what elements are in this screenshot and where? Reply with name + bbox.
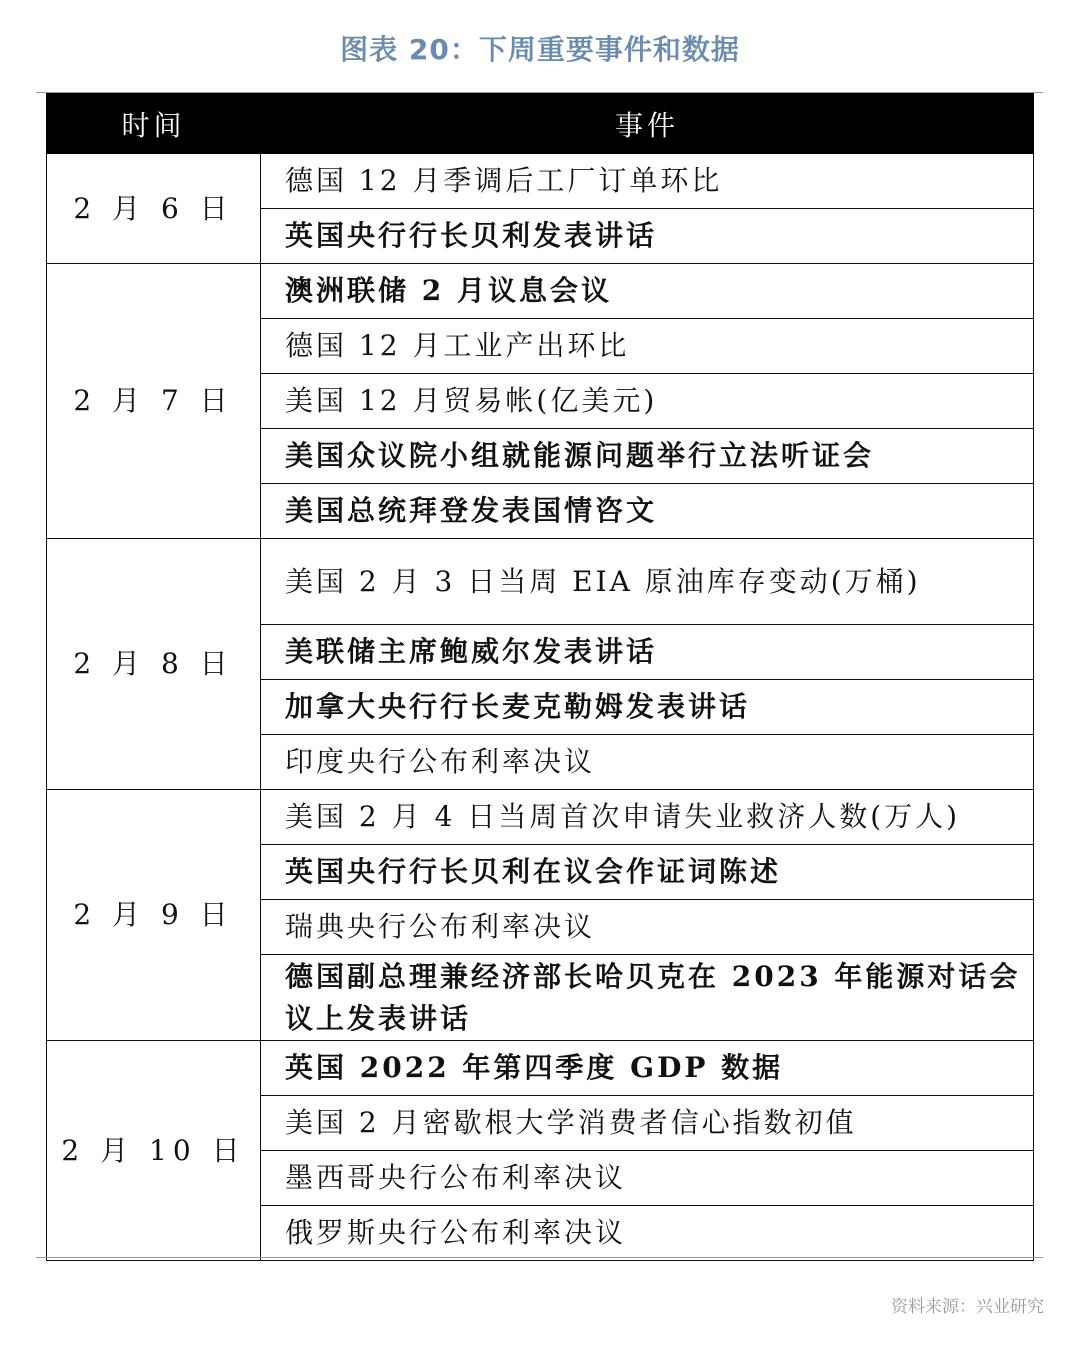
event-cell: 俄罗斯央行公布利率决议 (261, 1206, 1034, 1261)
event-cell: 英国央行行长贝利发表讲话 (261, 209, 1034, 264)
event-cell: 德国 12 月季调后工厂订单环比 (261, 154, 1034, 209)
event-cell: 德国 12 月工业产出环比 (261, 319, 1034, 374)
date-cell: 2 月 7 日 (47, 264, 261, 539)
event-cell: 美国 12 月贸易帐(亿美元) (261, 374, 1034, 429)
event-cell: 英国央行行长贝利在议会作证词陈述 (261, 845, 1034, 900)
event-cell: 加拿大央行行长麦克勒姆发表讲话 (261, 680, 1034, 735)
event-cell: 美国 2 月密歇根大学消费者信心指数初值 (261, 1096, 1034, 1151)
date-cell: 2 月 9 日 (47, 790, 261, 1041)
event-cell: 美国众议院小组就能源问题举行立法听证会 (261, 429, 1034, 484)
table-header-row (47, 94, 1034, 154)
events-table (46, 93, 1034, 1261)
table-row (47, 790, 1034, 845)
table-row (47, 1041, 1034, 1096)
date-cell: 2 月 6 日 (47, 154, 261, 264)
event-cell: 美国 2 月 4 日当周首次申请失业救济人数(万人) (261, 790, 1034, 845)
table-row (47, 539, 1034, 625)
chart-title: 图表 20：下周重要事件和数据 (340, 33, 740, 66)
event-cell: 英国 2022 年第四季度 GDP 数据 (261, 1041, 1034, 1096)
header-event: 事件 (261, 94, 1034, 154)
event-cell: 美国 2 月 3 日当周 EIA 原油库存变动(万桶) (261, 539, 1034, 625)
event-cell: 澳洲联储 2 月议息会议 (261, 264, 1034, 319)
event-cell: 印度央行公布利率决议 (261, 735, 1034, 790)
event-cell: 美国总统拜登发表国情咨文 (261, 484, 1034, 539)
table-row (47, 264, 1034, 319)
header-time: 时间 (47, 94, 261, 154)
event-cell: 瑞典央行公布利率决议 (261, 900, 1034, 955)
table-row (47, 154, 1034, 209)
source-note: 资料来源：兴业研究 (891, 1297, 1044, 1317)
event-cell: 德国副总理兼经济部长哈贝克在 2023 年能源对话会议上发表讲话 (261, 955, 1034, 1041)
bottom-rule (36, 1257, 1043, 1258)
date-cell: 2 月 8 日 (47, 539, 261, 790)
event-cell: 墨西哥央行公布利率决议 (261, 1151, 1034, 1206)
event-cell: 美联储主席鲍威尔发表讲话 (261, 625, 1034, 680)
date-cell: 2 月 10 日 (47, 1041, 261, 1261)
